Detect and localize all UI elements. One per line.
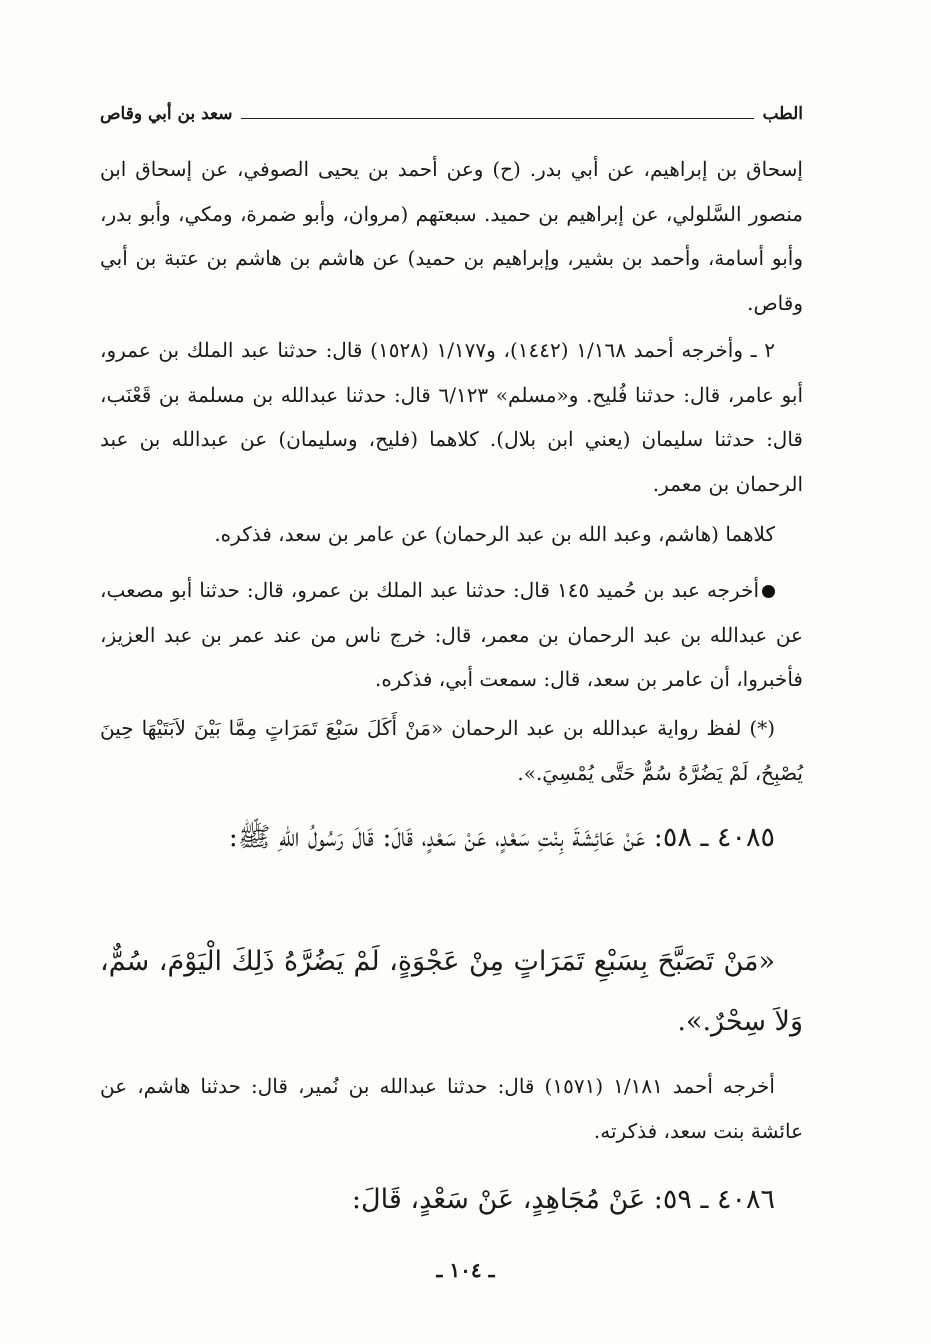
takhrij-4085: أخرجه أحمد ١/١٨١ (١٥٧١) قال: حدثنا عبدالله بن نُمير، قال: حدثنا هاشم، عن عائشة بنت سعد، فذكرته. [100, 1074, 803, 1143]
page-number: ـ ١٠٤ ـ [436, 1258, 495, 1282]
header-rule [241, 118, 755, 119]
paragraph-1: إسحاق بن إبراهيم، عن أبي بدر. (ح) وعن أحمد بن يحيى الصوفي، عن إسحاق ابن منصور السَّلولي، عن إبراهيم بن حميد. سبعتهم (مروان، وأبو ضمرة، ومكي، وأبو بدر، وأبو أسامة، وأحمد بن بشير، وإبراهيم بن حميد) عن هاشم بن هاشم بن عتبة بن أبي وقاص. [100, 157, 803, 315]
running-header [100, 100, 803, 128]
paragraph-4: أخرجه عبد بن حُميد ١٤٥ قال: حدثنا عبد الملك بن عمرو، قال: حدثنا أبو مصعب، عن عبدالله بن عبد الرحمان بن معمر، قال: خرج ناس من عند عمر بن عبد العزيز، فأخبروا، أن عامر بن سعد، قال: سمعت أبي، فذكره. [100, 578, 803, 691]
paragraph-2: ٢ ـ وأخرجه أحمد ١/١٦٨ (١٤٤٢)، و١/١٧٧ (١٥٢٨) قال: حدثنا عبد الملك بن عمرو، أبو عامر، قال: حدثنا فُليح. و«مسلم» ٦/١٢٣ قال: حدثنا عبدالله بن مسلمة بن قَعْنَب، قال: حدثنا سليمان (يعني ابن بلال). كلاهما (فليح، وسليمان) عن عبدالله بن عبد الرحمان بن معمر. [100, 338, 803, 496]
header-chapter: الطب [762, 104, 803, 124]
bullet-icon [762, 585, 775, 598]
paragraph-5-note: (*) لفظ رواية عبدالله بن عبد الرحمان «مَنْ أَكَلَ سَبْعَ تَمَرَاتٍ مِمَّا بَيْنَ لاَبَتَيْهَا حِينَ يُصْبِحُ، لَمْ يَضُرَّهُ سُمٌّ حَتَّى يُمْسِيَ.». [100, 716, 803, 785]
hadith-4085-intro: ٤٠٨٥ ـ ٥٨: عَنْ عَائِشَةَ بِنْتِ سَعْدٍ، عَنْ سَعْدٍ، قَالَ: قَالَ رَسُولُ اللّهِ ﷺ: [228, 822, 775, 853]
header-book-title: سعد بن أبي وقاص [100, 104, 233, 124]
paragraph-3: كلاهما (هاشم، وعبد الله بن عبد الرحمان) عن عامر بن سعد، فذكره. [214, 522, 775, 546]
hadith-4085-text: «مَنْ تَصَبَّحَ بِسَبْعِ تَمَرَاتٍ مِنْ عَجْوَةٍ، لَمْ يَضُرَّهُ ذَلِكَ الْيَوْمَ، سُمٌّ، وَلاَ سِحْرٌ.». [100, 946, 803, 1037]
hadith-4086-intro: ٤٠٨٦ ـ ٥٩: عَنْ مُجَاهِدٍ، عَنْ سَعْدٍ، قَالَ: [351, 1184, 775, 1215]
